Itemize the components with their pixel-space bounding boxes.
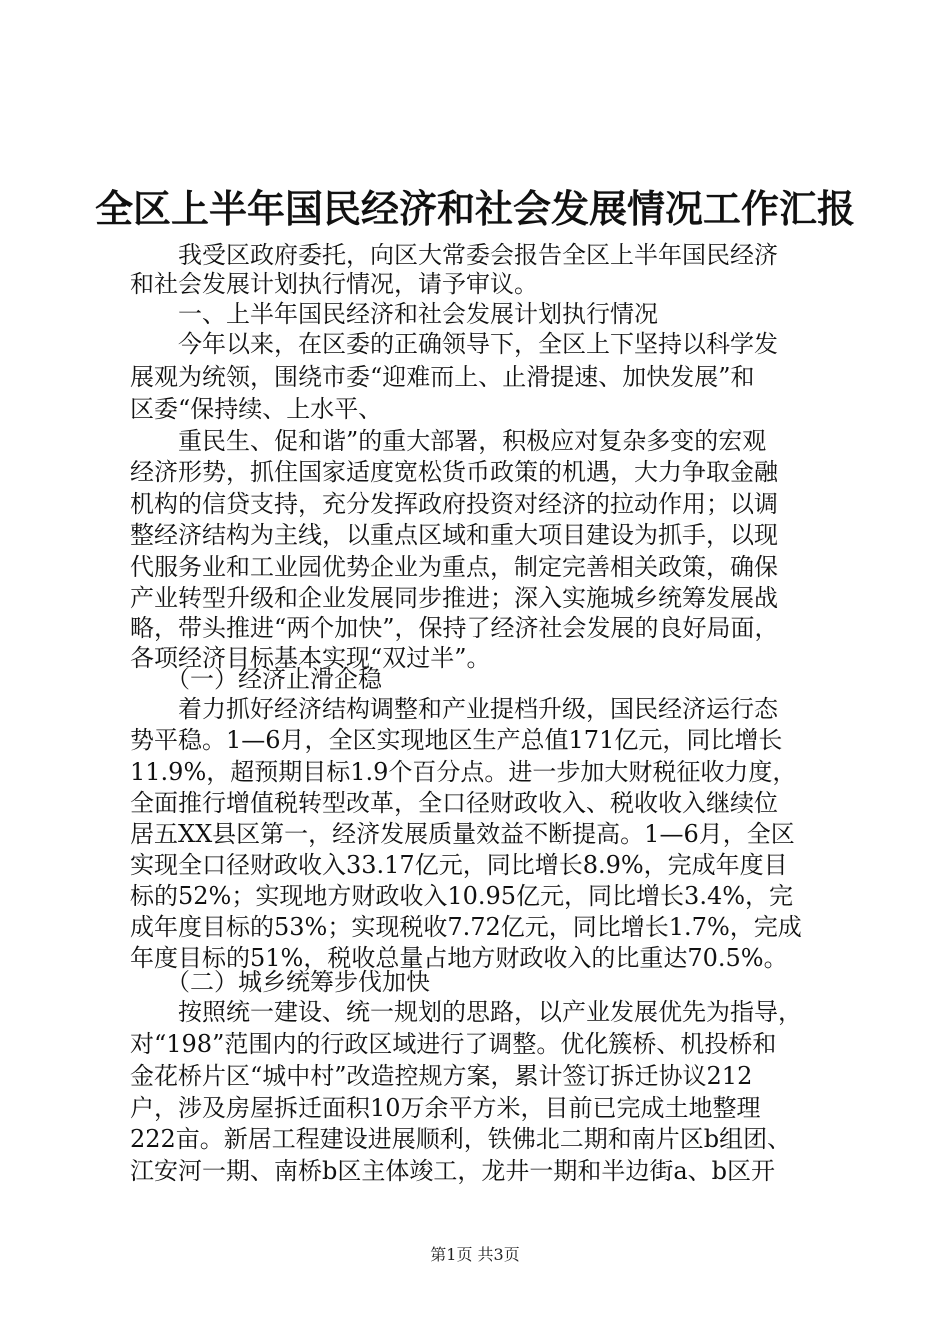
body-line: 按照统一建设、统一规划的思路，以产业发展优先为指导，: [130, 998, 802, 1026]
body-line: 今年以来，在区委的正确领导下，全区上下坚持以科学发: [130, 330, 778, 358]
body-line: 产业转型升级和企业发展同步推进；深入实施城乡统筹发展战: [130, 584, 778, 612]
body-line: 金花桥片区“城中村”改造控规方案，累计签订拆迁协议212: [130, 1062, 753, 1090]
document-title: 全区上半年国民经济和社会发展情况工作汇报: [94, 186, 855, 231]
body-line: 11.9%，超预期目标1.9个百分点。进一步加大财税征收力度，: [130, 758, 797, 786]
subsection-heading: （二）城乡统筹步伐加快: [130, 968, 430, 996]
body-line: 展观为统领，围绕市委“迎难而上、止滑提速、加快发展”和: [130, 363, 755, 391]
body-line: 重民生、促和谐”的重大部署，积极应对复杂多变的宏观: [130, 427, 767, 455]
body-line: 整经济结构为主线，以重点区域和重大项目建设为抓手，以现: [130, 521, 778, 549]
body-line: 机构的信贷支持，充分发挥政府投资对经济的拉动作用；以调: [130, 490, 778, 518]
body-line: 年度目标的51%，税收总量占地方财政收入的比重达70.5%。: [130, 944, 788, 972]
body-line: 和社会发展计划执行情况，请予审议。: [130, 270, 538, 298]
body-line: 居五XX县区第一，经济发展质量效益不断提高。1—6月，全区: [130, 820, 795, 848]
body-line: 户，涉及房屋拆迁面积10万余平方米，目前已完成土地整理: [130, 1094, 761, 1122]
body-line: 实现全口径财政收入33.17亿元，同比增长8.9%，完成年度目: [130, 851, 788, 879]
body-line: 标的52%；实现地方财政收入10.95亿元，同比增长3.4%，完: [130, 882, 794, 910]
body-line: 代服务业和工业园优势企业为重点，制定完善相关政策，确保: [130, 553, 778, 581]
body-line: 着力抓好经济结构调整和产业提档升级，国民经济运行态: [130, 695, 778, 723]
body-line: 对“198”范围内的行政区域进行了调整。优化簇桥、机投桥和: [130, 1030, 777, 1058]
subsection-heading: （一）经济止滑企稳: [130, 665, 382, 693]
section-heading: 一、上半年国民经济和社会发展计划执行情况: [130, 300, 658, 328]
body-line: 全面推行增值税转型改革，全口径财政收入、税收收入继续位: [130, 789, 778, 817]
body-line: 略，带头推进“两个加快”，保持了经济社会发展的良好局面，: [130, 614, 779, 642]
body-line: 成年度目标的53%；实现税收7.72亿元，同比增长1.7%，完成: [130, 913, 802, 941]
page-number: 第1页 共3页: [430, 1245, 520, 1264]
body-line: 经济形势，抓住国家适度宽松货币政策的机遇，大力争取金融: [130, 458, 778, 486]
body-line: 江安河一期、南桥b区主体竣工，龙井一期和半边街a、b区开: [130, 1157, 776, 1185]
body-line: 各项经济目标基本实现“双过半”。: [130, 644, 491, 672]
body-line: 势平稳。1—6月，全区实现地区生产总值171亿元，同比增长: [130, 726, 783, 754]
body-line: 区委“保持续、上水平、: [130, 395, 383, 423]
body-line: 我受区政府委托，向区大常委会报告全区上半年国民经济: [130, 241, 778, 269]
body-line: 222亩。新居工程建设进展顺利，铁佛北二期和南片区b组团、: [130, 1125, 792, 1153]
